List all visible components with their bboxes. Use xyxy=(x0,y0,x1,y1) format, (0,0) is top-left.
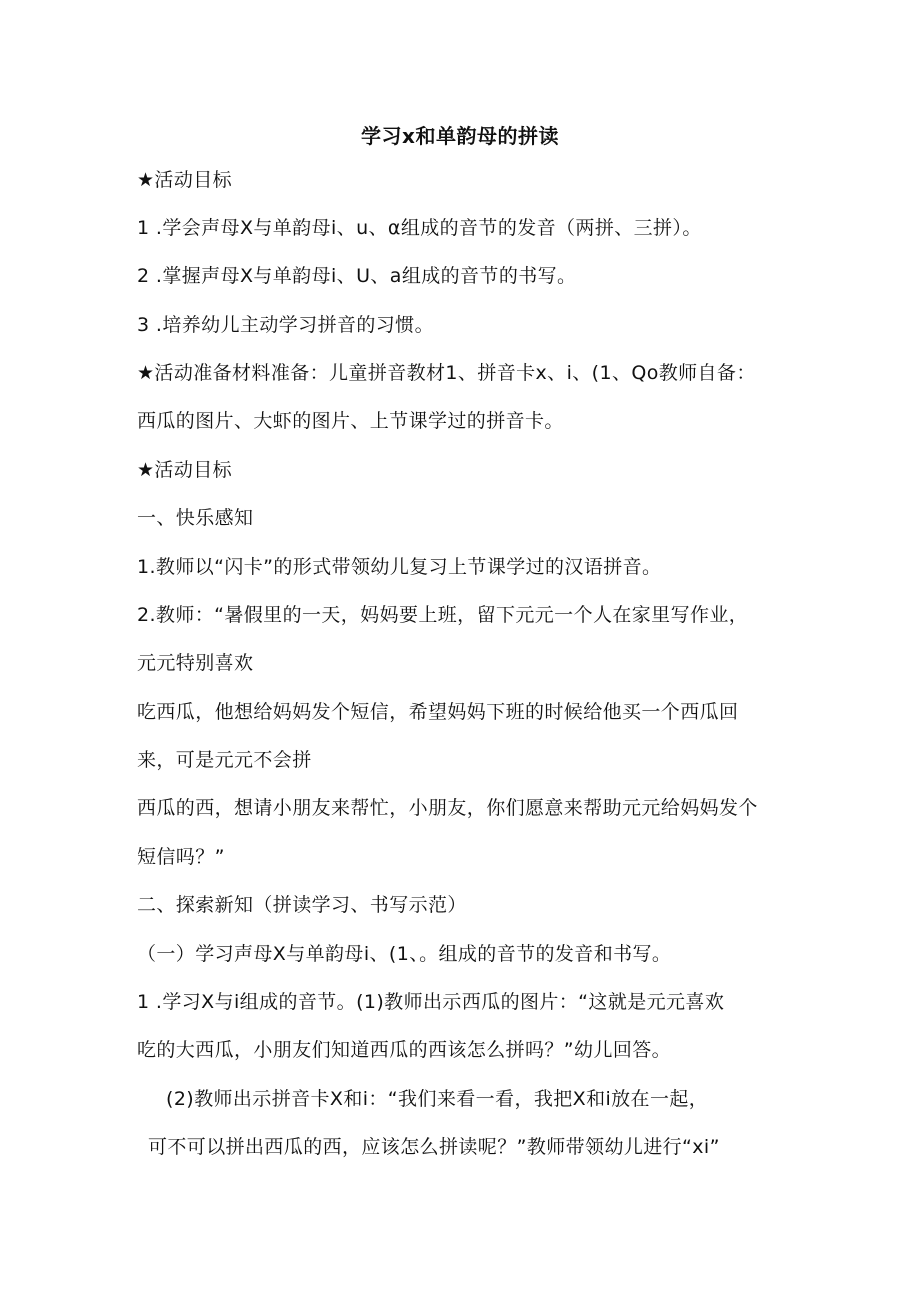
subsection-heading: （一）学习声母X与单韵母i、(1、。组成的音节的发音和书写。 xyxy=(137,943,672,965)
objective-item-2: 2 .掌握声母X与单韵母i、U、a组成的音节的书写。 xyxy=(137,265,577,287)
paragraph-line: 1.教师以“闪卡”的形式带领幼儿复习上节课学过的汉语拼音。 xyxy=(137,556,662,578)
paragraph-line: 吃的大西瓜，小朋友们知道西瓜的西该怎么拼吗？”幼儿回答。 xyxy=(137,1039,672,1061)
paragraph-line: (2)教师出示拼音卡X和i：“我们来看一看，我把X和i放在一起， xyxy=(166,1088,709,1110)
paragraph-line: 吃西瓜，他想给妈妈发个短信，希望妈妈下班的时候给他买一个西瓜回 xyxy=(137,701,739,723)
paragraph-line: 来，可是元元不会拼 xyxy=(137,749,312,771)
paragraph-line: 可不可以拼出西瓜的西，应该怎么拼读呢？”教师带领幼儿进行“xi” xyxy=(148,1136,720,1158)
preparation-line-1: ★活动准备材料准备：儿童拼音教材1、拼音卡x、i、(1、Qo教师自备： xyxy=(137,362,756,384)
paragraph-line: 西瓜的西，想请小朋友来帮忙，小朋友，你们愿意来帮助元元给妈妈发个 xyxy=(137,797,758,819)
section-heading-objectives: ★活动目标 xyxy=(137,169,233,191)
part-heading-1: 一、快乐感知 xyxy=(137,507,254,529)
objective-item-1: 1 .学会声母X与单韵母i、u、α组成的音节的发音（两拼、三拼）。 xyxy=(137,217,702,239)
paragraph-line: 短信吗？” xyxy=(137,846,225,868)
objective-item-3: 3 .培养幼儿主动学习拼音的习惯。 xyxy=(137,314,434,336)
paragraph-line: 1 .学习X与i组成的音节。(1)教师出示西瓜的图片：“这就是元元喜欢 xyxy=(137,991,725,1013)
part-heading-2: 二、探索新知（拼读学习、书写示范） xyxy=(137,894,467,916)
paragraph-line: 2.教师：“暑假里的一天，妈妈要上班，留下元元一个人在家里写作业， xyxy=(137,604,749,626)
document-title: 学习x和单韵母的拼读 xyxy=(361,124,559,148)
paragraph-line: 元元特别喜欢 xyxy=(137,652,254,674)
section-heading-objectives-2: ★活动目标 xyxy=(137,459,233,481)
preparation-line-2: 西瓜的图片、大虾的图片、上节课学过的拼音卡。 xyxy=(137,410,564,432)
